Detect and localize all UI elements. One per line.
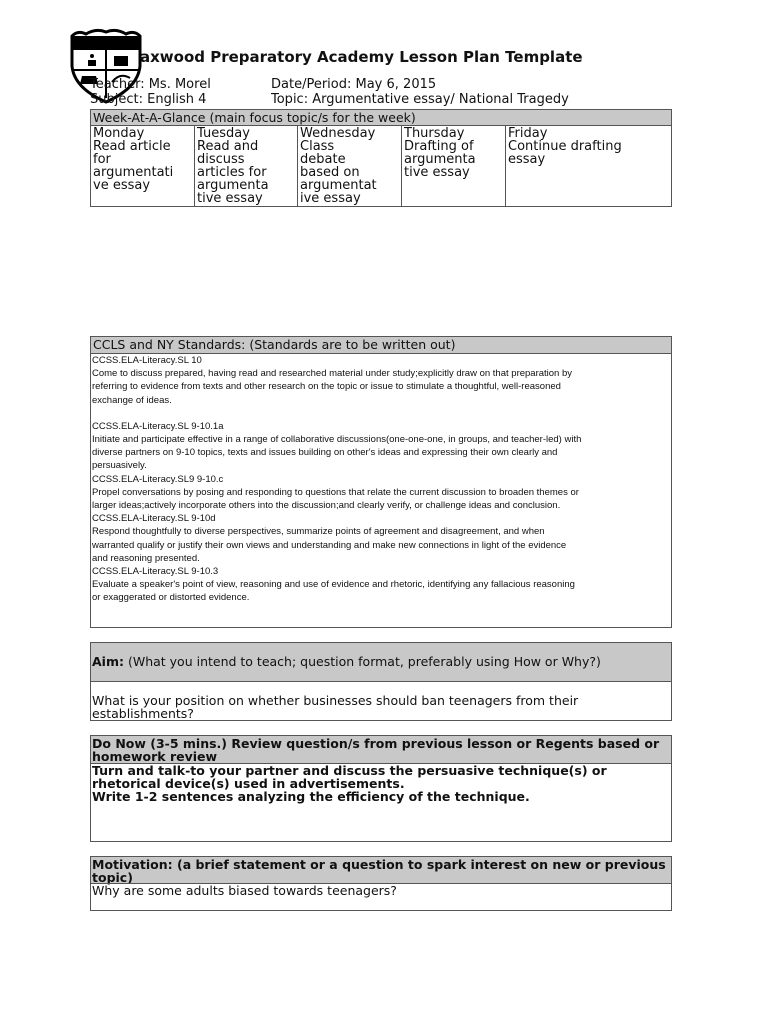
standards-line: CCSS.ELA-Literacy.SL 9-10.3: [92, 566, 219, 578]
standards-line: exchange of ideas.: [92, 394, 172, 406]
day-text: argumenta: [197, 178, 269, 193]
standards-line: persuasively.: [92, 460, 147, 472]
standards-text: [92, 354, 670, 605]
day-text: Drafting of: [404, 139, 474, 154]
aim-heading: [90, 642, 672, 682]
aim-heading-label: Aim:: [92, 654, 124, 669]
standards-line: diverse partners on 9-10 topics, texts and issues building on other's ideas and expressing their own clearly and: [92, 447, 558, 459]
day-name: Monday: [93, 126, 145, 141]
standards-line: CCSS.ELA-Literacy.SL9 9-10.c: [92, 473, 224, 485]
subject-label: Subject: English 4: [90, 92, 207, 107]
day-name: Wednesday: [300, 126, 376, 141]
week-cell-monday: [90, 125, 195, 207]
day-text: argumenta: [404, 152, 476, 167]
standards-line: [92, 407, 670, 420]
standards-line: referring to evidence from texts and other research on the topic or issue to stimulate a thoughtful, well-reasoned: [92, 381, 561, 393]
week-cell-wednesday: [297, 125, 402, 207]
day-text: tive essay: [404, 165, 470, 180]
aim-text: What is your position on whether businesses should ban teenagers from their establishments?: [92, 693, 579, 721]
motivation-heading-description: (a brief statement or a question to spark interest on new or previous topic): [92, 857, 666, 885]
day-text: for: [93, 152, 111, 167]
day-text: based on: [300, 165, 360, 180]
day-name: Friday: [508, 126, 548, 141]
day-text: articles for: [197, 165, 267, 180]
teacher-label: Teacher: Ms. Morel: [90, 77, 211, 92]
standards-line: Evaluate a speaker's point of view, reasoning and use of evidence and rhetoric, identifying any fallacious reasoning: [92, 579, 575, 591]
standards-line: Initiate and participate effective in a range of collaborative discussions(one-one-one, in groups, and teacher-led) with: [92, 434, 582, 446]
week-cell-tuesday: [194, 125, 298, 207]
do-now-text-1: Turn and talk-to your partner and discuss the persuasive technique(s) or rhetorical device(s) used in advertisements.: [92, 763, 607, 791]
page-title: axwood Preparatory Academy Lesson Plan Template: [140, 48, 583, 66]
day-text: Continue drafting: [508, 139, 622, 154]
day-text: tive essay: [197, 191, 263, 206]
day-text: ive essay: [300, 191, 361, 206]
standards-line: CCSS.ELA-Literacy.SL 10: [92, 355, 202, 366]
standards-body: [90, 353, 672, 628]
aim-heading-description: (What you intend to teach; question format, preferably using How or Why?): [123, 654, 601, 669]
day-text: Class: [300, 139, 335, 154]
standards-line: warranted qualify or justify their own views and understanding and make new connections in light of the evidence: [92, 539, 567, 551]
day-name: Tuesday: [197, 126, 250, 141]
motivation-heading: [90, 856, 672, 884]
day-text: ve essay: [93, 178, 151, 193]
motivation-heading-label: Motivation:: [92, 857, 173, 872]
topic-label: Topic: Argumentative essay/ National Tragedy: [271, 92, 569, 107]
standards-line: CCSS.ELA-Literacy.SL 9-10d: [92, 513, 216, 525]
standards-line: CCSS.ELA-Literacy.SL 9-10.1a: [92, 420, 224, 432]
day-text: Read and: [197, 139, 259, 154]
day-text: essay: [508, 152, 546, 167]
standards-heading: CCLS and NY Standards: (Standards are to be written out): [90, 336, 672, 354]
standards-line: and reasoning presented.: [92, 552, 200, 564]
day-name: Thursday: [404, 126, 465, 141]
date-period-label: Date/Period: May 6, 2015: [271, 77, 437, 92]
day-text: Read article: [93, 139, 171, 154]
standards-line: or exaggerated or distorted evidence.: [92, 592, 250, 604]
standards-line: Propel conversations by posing and responding to questions that relate the current discussion to broaden themes or: [92, 486, 579, 498]
do-now-heading: Do Now (3-5 mins.) Review question/s from previous lesson or Regents based or homework review: [90, 735, 672, 764]
standards-line: Come to discuss prepared, having read and researched material under study;explicitly draw on that preparation by: [92, 368, 573, 380]
week-at-a-glance-heading: Week-At-A-Glance (main focus topic/s for the week): [90, 109, 672, 126]
day-text: debate: [300, 152, 346, 167]
do-now-text-2: Write 1-2 sentences analyzing the efficiency of the technique.: [92, 789, 530, 804]
aim-body: [90, 681, 672, 721]
day-text: argumentati: [93, 165, 174, 180]
day-text: discuss: [197, 152, 245, 167]
standards-line: larger ideas;actively incorporate others into the discussion;and clearly verify, or challenge ideas and conclusion.: [92, 500, 561, 512]
week-table: [90, 125, 672, 207]
motivation-body: [90, 883, 672, 911]
week-cell-thursday: [401, 125, 506, 207]
week-cell-friday: [505, 125, 672, 207]
do-now-body: [90, 763, 672, 842]
day-text: argumentat: [300, 178, 377, 193]
standards-line: Respond thoughtfully to diverse perspectives, summarize points of agreement and disagreement, and when: [92, 526, 545, 538]
motivation-text: Why are some adults biased towards teenagers?: [92, 883, 397, 898]
